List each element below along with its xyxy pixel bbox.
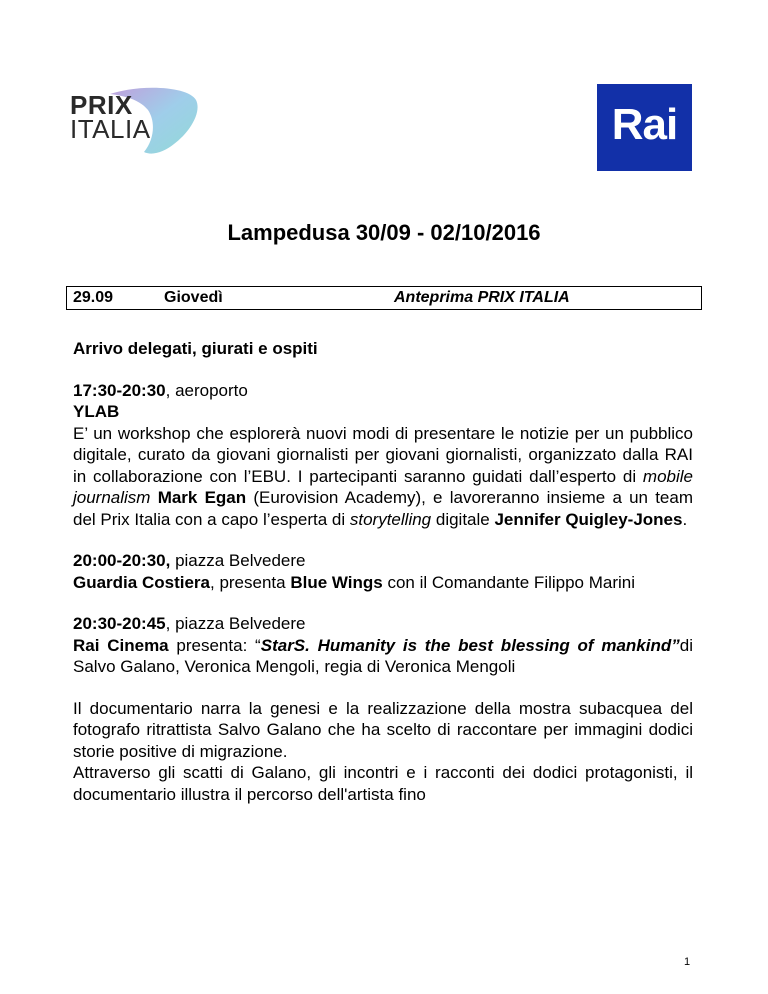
text-span: storytelling [349,509,432,529]
text-span: . [682,509,688,529]
day-date: 29.09 [73,289,114,306]
project-name: Blue Wings [290,572,383,592]
text-span: (Eurovision Academy), e lavoreranno insieme a un team del Prix Italia con a capo l’esperta di [73,488,693,529]
film-title: StarS. Humanity is the best blessing of mankind [260,635,672,655]
event-place: , aeroporto [165,380,248,400]
event-guardia-time [73,550,693,572]
event-ylab-description [73,423,693,531]
page-title: Lampedusa 30/09 - 02/10/2016 [227,220,541,245]
documentary-paragraph-1: Il documentario narra la genesi e la realizzazione della mostra subacquea del fotografo ritrattista Salvo Galano che ha scelto di raccontare per immagini dodici storie positive di migrazione. [73,698,693,761]
italia-word: ITALIA [70,114,151,144]
day-event: Anteprima PRIX ITALIA [394,289,570,306]
text-span: con il Comandante Filippo Marini [382,572,636,592]
prix-italia-logo [70,86,200,156]
arrival-line: Arrivo delegati, giurati e ospiti [73,339,318,358]
prix-word: PRIX [70,90,133,120]
page-number: 1 [684,956,691,968]
rai-logo-text: Rai [611,100,678,149]
text-span: di Salvo Galano, Veronica Mengoli, regia di Veronica Mengoli [73,635,693,676]
person-name: Jennifer Quigley-Jones [494,509,683,529]
person-name: Mark Egan [157,488,247,507]
text-span: ” [671,635,680,655]
day-name: Giovedì [164,289,223,306]
event-time: 17:30-20:30 [73,380,166,400]
org-name: Rai Cinema [73,635,169,655]
event-time: 20:30-20:45 [73,614,166,633]
event-place: , piazza Belvedere [165,614,306,633]
program-content [73,338,693,805]
event-time: 20:00-20:30, [73,551,171,570]
event-raicinema-time [73,613,693,635]
event-ylab-name: YLAB [73,402,120,421]
rai-logo [597,84,692,171]
event-place: piazza Belvedere [170,551,306,570]
text-span: E’ un workshop che esplorerà nuovi modi di presentare le notizie per un pubblico digitale, curato da giovani giornalisti per giovani giornalisti, organizzato dalla RAI in collaborazione con l’EBU. I partecipanti saranno guidati dall’esperto di [73,423,693,486]
text-span [150,488,157,507]
text-span: presenta: “ [168,635,261,655]
text-span: , presenta [210,572,291,592]
event-guardia-description [73,572,693,594]
event-ylab-time [73,380,693,402]
day-header-box [66,286,702,310]
documentary-paragraph-2: Attraverso gli scatti di Galano, gli incontri e i racconti dei dodici protagonisti, il documentario illustra il percorso dell'artista fino [73,763,693,804]
text-span: digitale [431,509,495,529]
text-span: mobile journalism [73,466,693,507]
event-raicinema-description [73,635,693,678]
org-name: Guardia Costiera [73,572,210,592]
